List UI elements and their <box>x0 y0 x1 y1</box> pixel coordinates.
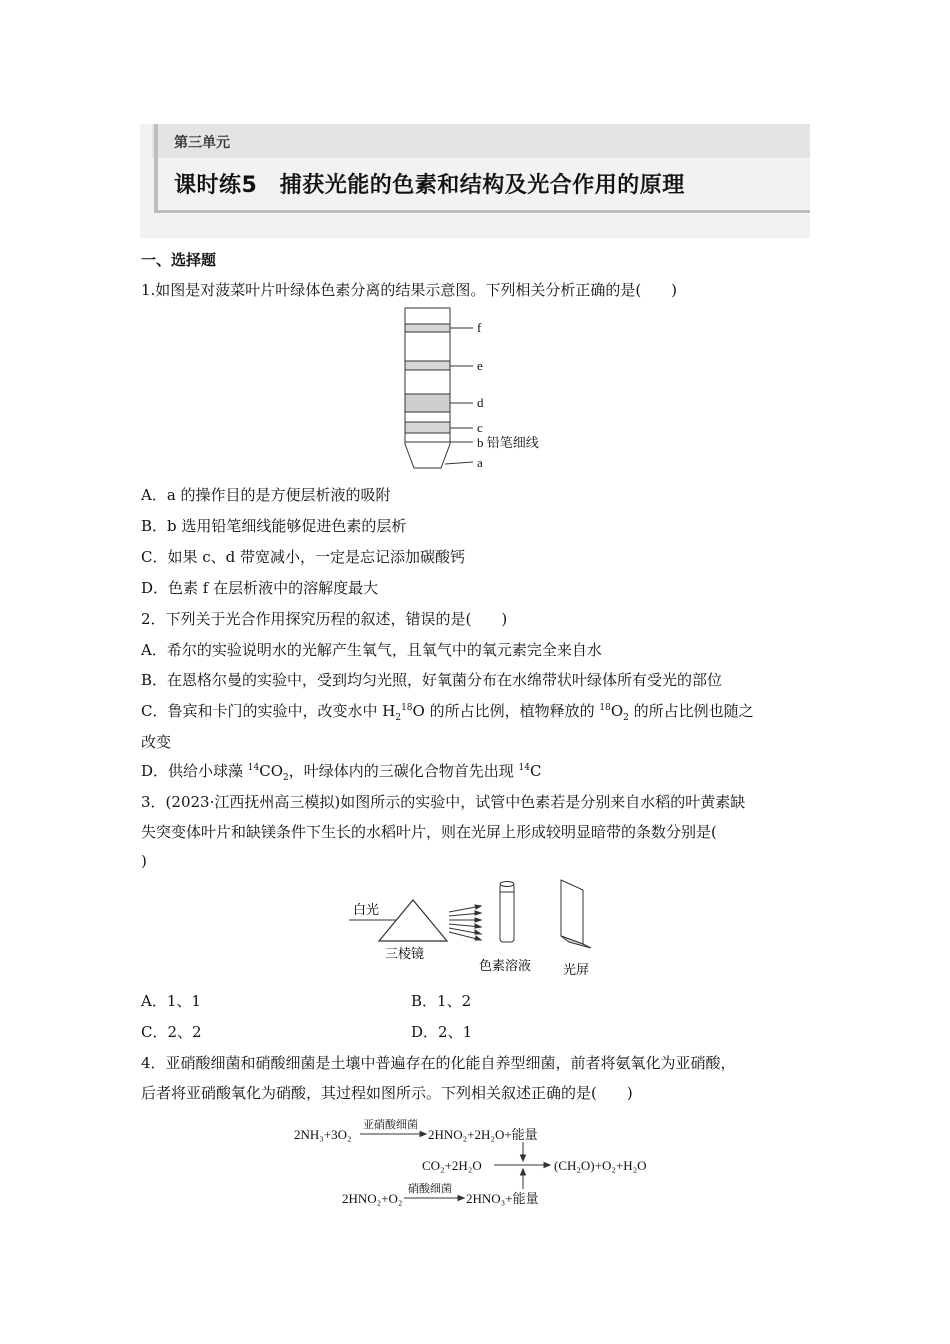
q3-stem-line1: 3．(2023·江西抚州高三模拟)如图所示的实验中，试管中色素若是分别来自水稻的叶黄素缺 <box>141 793 746 811</box>
label-e: e <box>477 358 483 373</box>
q4-stem-line2: 后者将亚硝酸氧化为硝酸，其过程如图所示。下列相关叙述正确的是( ) <box>141 1084 633 1102</box>
band-c <box>405 422 450 433</box>
label-light-screen: 光屏 <box>563 962 590 977</box>
q1-chromatography-figure <box>395 304 565 476</box>
dispersed-rays <box>449 905 481 940</box>
eq1-reactants: 2NH₃+3O₂ <box>294 1127 352 1142</box>
q1-option-a: A．a 的操作目的是方便层析液的吸附 <box>141 486 391 504</box>
q3-option-d: D．2、1 <box>411 1023 473 1041</box>
test-tube <box>500 882 514 943</box>
q3-option-a: A．1、1 <box>141 992 201 1010</box>
q2-option-d: D．供给小球藻 $^{14}CO_2$，叶绿体内的三碳化合物首先出现 $^{14}$C <box>141 762 542 783</box>
eq1-catalyst: 亚硝酸细菌 <box>363 1119 418 1131</box>
unit-banner <box>140 124 810 238</box>
label-prism: 三棱镜 <box>385 946 425 961</box>
q3-option-c: C．2、2 <box>141 1023 202 1041</box>
q2-option-c: C．鲁宾和卡门的实验中，改变水中 $H_2^{18}O$ 的所占比例，植物释放的 $^{18}O_2$ 的所占比例也随之 <box>141 702 754 723</box>
banner-bar <box>152 124 810 158</box>
q3-stem-line3: ) <box>141 852 147 870</box>
band-d <box>405 394 450 412</box>
section-title: 一、选择题 <box>141 251 217 269</box>
banner-divider-vertical <box>154 124 158 212</box>
eq2-reactants: CO₂+2H₂O <box>422 1158 482 1173</box>
label-pigment-solution: 色素溶液 <box>479 958 532 973</box>
eq3-products: 2HNO₃+能量 <box>466 1191 539 1206</box>
eq2-products: (CH₂O)+O₂+H₂O <box>554 1158 647 1173</box>
label-white-light: 白光 <box>353 902 380 917</box>
label-a: a <box>477 455 483 470</box>
banner-divider-horizontal <box>154 210 810 213</box>
q2-stem: 2．下列关于光合作用探究历程的叙述，错误的是( ) <box>141 610 508 628</box>
q4-stem-line1: 4．亚硝酸细菌和硝酸细菌是土壤中普遍存在的化能自养型细菌，前者将氨氧化为亚硝酸， <box>141 1054 736 1072</box>
eq3-reactants: 2HNO₂+O₂ <box>342 1191 403 1206</box>
q3-option-b: B．1、2 <box>411 992 472 1010</box>
eq3-catalyst: 硝酸细菌 <box>408 1183 452 1195</box>
q1-option-c: C．如果 c、d 带宽减小，一定是忘记添加碳酸钙 <box>141 548 466 566</box>
q1-stem: 1.如图是对菠菜叶片叶绿体色素分离的结果示意图。下列相关分析正确的是( ) <box>141 281 678 299</box>
q2-option-c-cont: 改变 <box>141 733 172 751</box>
label-f: f <box>477 320 482 335</box>
band-f <box>405 324 450 332</box>
band-e <box>405 361 450 370</box>
q2-option-a: A．希尔的实验说明水的光解产生氧气，且氧气中的氧元素完全来自水 <box>141 641 602 659</box>
light-screen <box>561 880 591 948</box>
q3-prism-figure <box>345 876 610 980</box>
eq1-products: 2HNO₂+2H₂O+能量 <box>428 1127 538 1142</box>
label-d: d <box>477 395 484 410</box>
unit-label: 第三单元 <box>174 135 230 151</box>
q2-option-b: B．在恩格尔曼的实验中，受到均匀光照，好氧菌分布在水绵带状叶绿体所有受光的部位 <box>141 671 723 689</box>
label-b: b 铅笔细线 <box>477 435 539 450</box>
label-c: c <box>477 420 483 435</box>
q3-stem-line2: 失突变体叶片和缺镁条件下生长的水稻叶片，则在光屏上形成较明显暗带的条数分别是( <box>141 823 717 841</box>
page-title: 课时练5 捕获光能的色素和结构及光合作用的原理 <box>174 173 685 198</box>
q4-reaction-figure <box>290 1115 670 1215</box>
q1-option-d: D．色素 f 在层析液中的溶解度最大 <box>141 579 379 597</box>
q1-option-b: B．b 选用铅笔细线能够促进色素的层析 <box>141 517 407 535</box>
